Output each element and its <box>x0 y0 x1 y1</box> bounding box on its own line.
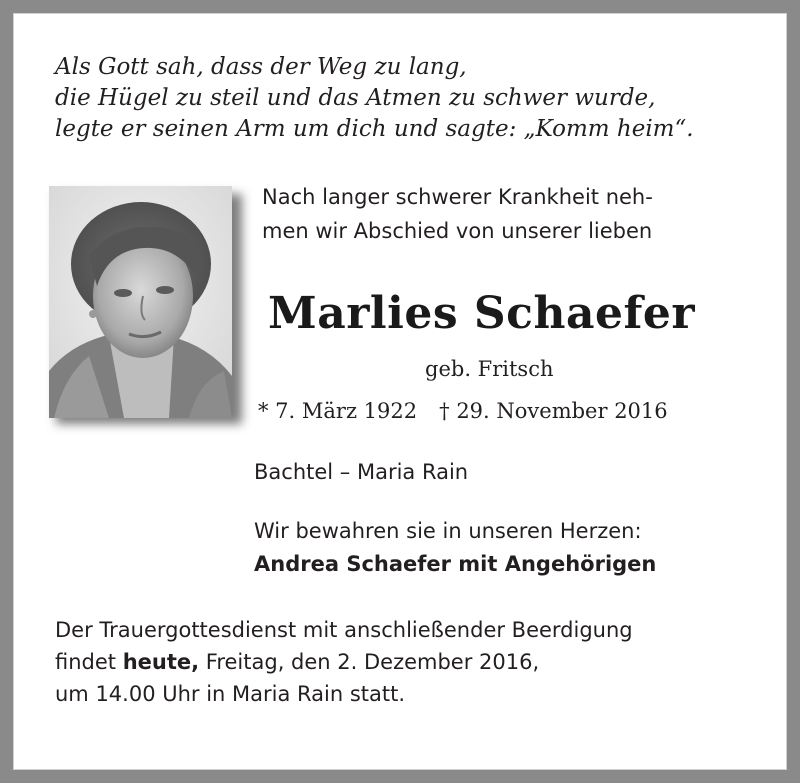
deceased-name: Marlies Schaefer <box>268 288 696 339</box>
maiden-name: geb. Fritsch <box>425 357 554 381</box>
death-date: † 29. November 2016 <box>439 399 668 423</box>
mourners-line: Wir bewahren sie in unseren Herzen: <box>254 519 642 543</box>
poem <box>55 52 694 145</box>
birth-date: * 7. März 1922 <box>258 399 418 423</box>
poem-line: legte er seinen Arm um dich und sagte: „Komm heim“. <box>55 116 694 142</box>
service-info <box>55 614 633 710</box>
portrait-photo <box>49 186 232 418</box>
life-dates <box>258 396 668 426</box>
service-line: um 14.00 Uhr in Maria Rain statt. <box>55 682 406 706</box>
intro-text <box>262 180 653 248</box>
intro-line: Nach langer schwerer Krankheit neh- <box>262 185 653 209</box>
poem-line: Als Gott sah, dass der Weg zu lang, <box>55 54 467 80</box>
service-line <box>55 646 633 678</box>
service-text: findet <box>55 650 123 674</box>
service-highlight: heute, <box>122 650 200 674</box>
intro-line: men wir Abschied von unserer lieben <box>262 219 653 243</box>
service-line: Der Trauergottesdienst mit anschließender Beerdigung <box>55 618 633 642</box>
poem-line: die Hügel zu steil und das Atmen zu schwer wurde, <box>55 85 656 111</box>
service-text: Freitag, den 2. Dezember 2016, <box>199 650 540 674</box>
mourners-names: Andrea Schaefer mit Angehörigen <box>254 552 657 576</box>
portrait-image <box>49 186 232 418</box>
place: Bachtel – Maria Rain <box>254 460 469 484</box>
